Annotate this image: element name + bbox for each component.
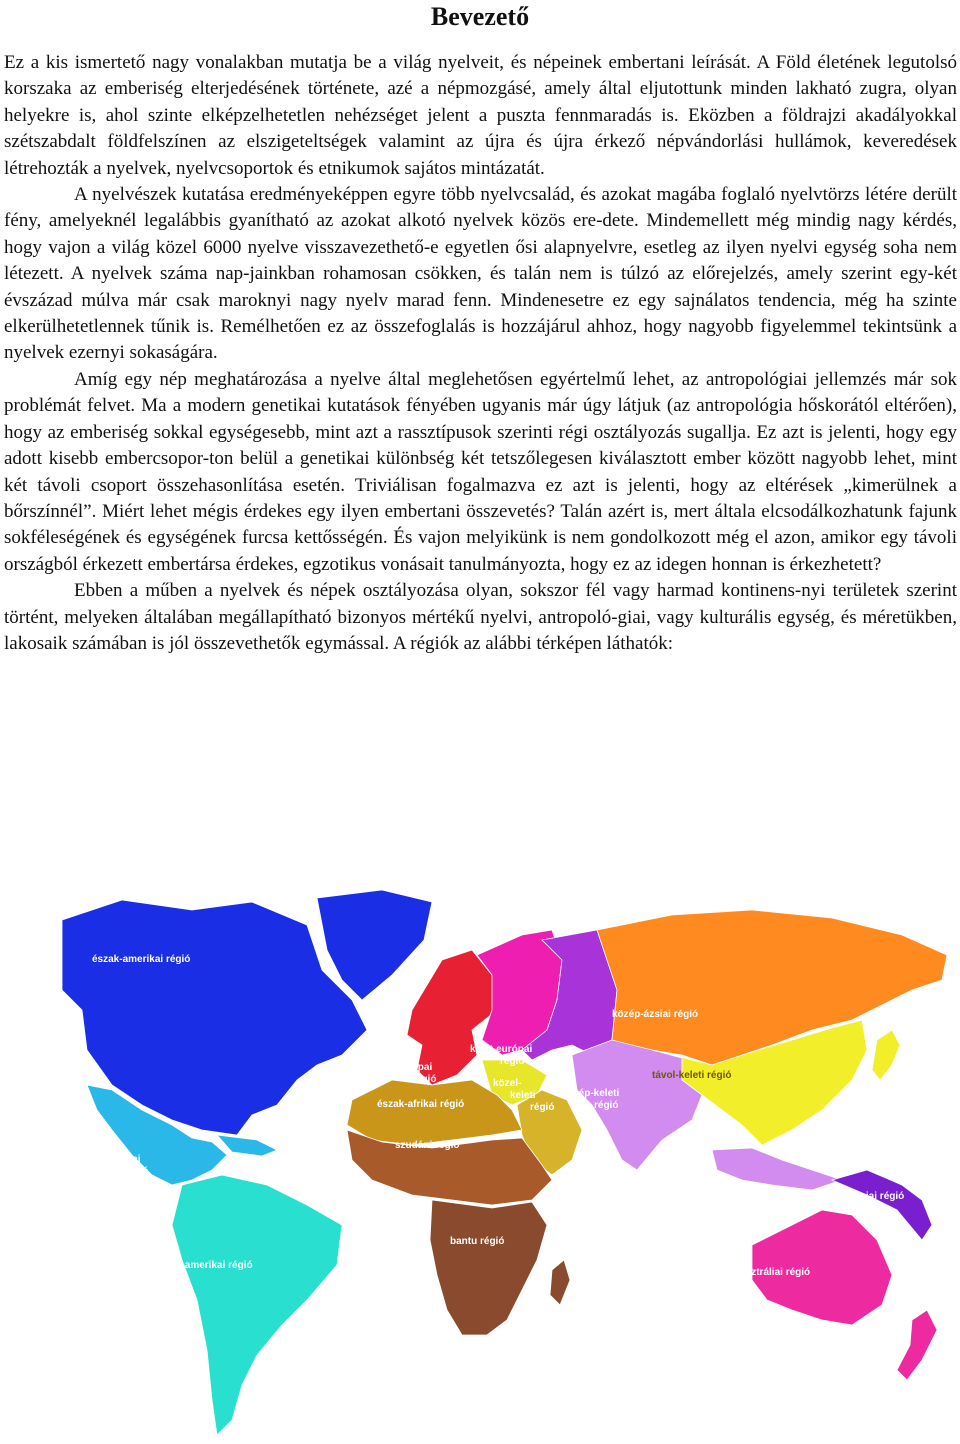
region-caribbean: [217, 1135, 277, 1156]
label-middle-east-1: közép-keleti: [562, 1088, 620, 1099]
label-north-africa: észak-afrikai régió: [377, 1099, 465, 1110]
paragraph-4: Ebben a műben a nyelvek és népek osztályozása olyan, sokszor fél vagy harmad kontinens-nyi területek szerint történt, melyeken általában megállapítható bizonyos mértékű nyelvi, antropoló-giai, vagy kulturális egység, és méretükben, lakosaik számában is jól összevethetők egymással. A régiók az alábbi térképen láthatók:: [4, 580, 957, 654]
paragraph-2: A nyelvészek kutatása eredményeképpen egyre több nyelvcsalád, és azokat magába foglaló nyelvtörzs létére derült fény, amelyeknél legalábbis gyanítható az azokat alkotó nyelvek közös ere-dete. Mindemellett még mindig nagy kérdés, hogy vajon a világ közel 6000 nyelve visszavezethető-e egyetlen ősi alapnyelvre, esetleg az ilyen nyelvi egység soha nem létezett. A nyelvek száma nap-jainkban rohamosan csökken, és talán nem is túlzó az előrejelzés, amely szerint egy-két évszázad múlva már csak maroknyi nagy nyelv marad fenn. Mindenesetre ez egy sajnálatos tendencia, még ha szinte elkerülhetetlennek tűnik is. Remélhetően ez az összefoglalás is hozzájárul ahhoz, hogy nagyobb figyelemmel tekintsünk a nyelvek ezernyi sokaságára.: [4, 184, 957, 364]
region-japan: [872, 1030, 900, 1080]
label-eastern-europe-1: kelet-európai: [470, 1044, 533, 1055]
label-middle-east-2: régió: [594, 1100, 619, 1111]
label-central-america-3: régió: [124, 1166, 149, 1177]
label-australia: ausztráliai régió: [734, 1267, 811, 1278]
paragraph-3: Amíg egy nép meghatározása a nyelve által meglehetősen egyértelmű lehet, az antropológiai jellemzés már sok problémát felvet. Ma a modern genetikai kutatások fényében ugyanis már úgy látjuk (az antropológia hőskorától eltérően), hogy az emberiség sokkal egységesebb, mint azt a rassztípusok szerinti régi osztályozás sugallja. Ez azt is jelenti, hogy egy adott kisebb embercsopor-ton belül a genetikai különbség két tetszőlegesen kiválasztott ember között nagyobb lehet, mint két távoli csoport összehasonlítása esetén. Triviálisan fogalmazva ez azt is jelenti, hogy az eltérések „kimerülnek a bőrszínnél”. Miért lehet mégis érdekes egy ilyen embertani összevetés? Talán azért is, mert általa elcsodálkozhatunk fajunk sokféleségének és egységének furcsa kettősségén. És vajon melyikünk is nem gondolkozott még el azon, amikor egy távoli országból érkezett embertársa érdekes, egzotikus vonásait tanulmányozta, hogy ez az idegen honnan is érkezhetett?: [4, 368, 957, 575]
label-sudan: szudáni régió: [395, 1140, 460, 1151]
label-north-america: észak-amerikai régió: [92, 954, 191, 965]
region-madagascar: [550, 1260, 570, 1305]
label-south-america: dél-amerikai régió: [167, 1260, 253, 1271]
label-western-europe-2: régió: [412, 1074, 437, 1085]
label-bantu: bantu régió: [450, 1236, 505, 1247]
label-near-east-2: keleti: [510, 1090, 536, 1101]
region-south-east-asia: [712, 1148, 842, 1190]
label-oceania: óceániai régió: [837, 1191, 905, 1202]
region-bantu: [430, 1200, 547, 1335]
world-regions-map: [52, 880, 957, 1440]
paragraph-1: Ez a kis ismertető nagy vonalakban mutatja be a világ nyelveit, és népeinek embertani leírását. A Föld életének legutolsó korszaka az emberiség elterjedésének története, azé a népmozgásé, amely által eljutottunk minden lakható zugra, olyan helyekre is, ahol szinte elképzelhetetlen nehézséget jelent a puszta fennmaradás is. Eközben a földrajzi akadályokkal szétszabdalt földfelszínen az elszigeteltségek valamint az újra és újra érkező népvándorlási hullámok, keveredések létrehozták a nyelvek, nyelvcsoportok és etnikumok sajátos mintázatát.: [4, 52, 957, 179]
region-south-america: [172, 1175, 342, 1435]
page-title: Bevezető: [430, 2, 530, 31]
label-central-america-1: közép: [95, 1142, 124, 1153]
label-central-asia: közép-ázsiai régió: [612, 1009, 699, 1020]
label-near-east-3: régió: [530, 1102, 555, 1113]
label-far-east: távol-keleti régió: [652, 1070, 732, 1081]
label-eastern-europe-2: régió: [500, 1056, 525, 1067]
body-text: [4, 50, 957, 657]
label-central-america-2: amerikai: [100, 1154, 141, 1165]
label-western-europe: nyugat-európai: [360, 1062, 433, 1073]
region-new-zealand: [897, 1310, 937, 1380]
label-near-east-1: közel-: [493, 1078, 522, 1089]
